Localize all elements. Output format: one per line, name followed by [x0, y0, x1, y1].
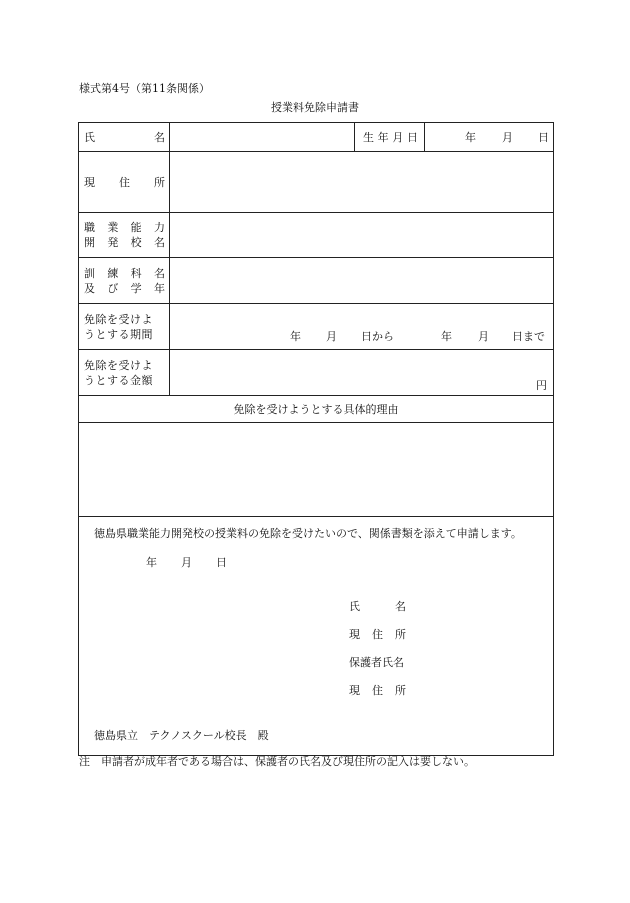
- guardian-name-label: 保護者氏名: [349, 656, 404, 669]
- application-form-table: [78, 122, 554, 756]
- addressee: 徳島県立 テクノスクール校長 殿: [94, 729, 269, 742]
- period-from-year: 年: [290, 330, 301, 343]
- birthdate-label-cell: [355, 123, 425, 152]
- applicant-address-label: 現 住 所: [349, 628, 406, 641]
- school-input-cell[interactable]: [170, 213, 554, 258]
- school-label-cell: [79, 213, 170, 258]
- amount-input-cell[interactable]: [170, 350, 554, 396]
- footnote: 注 申請者が成年者である場合は、保護者の氏名及び現住所の記入は要しない。: [79, 755, 475, 768]
- name-label: 氏 名: [84, 131, 165, 144]
- period-input-cell[interactable]: [170, 304, 554, 350]
- birthdate-input-cell[interactable]: [425, 123, 554, 152]
- address-input-cell[interactable]: [170, 152, 554, 213]
- birthdate-label: 生 年 月 日: [363, 131, 418, 144]
- birth-month-unit: 月: [502, 131, 513, 144]
- period-to-year: 年: [441, 330, 452, 343]
- applicant-name-label: 氏 名: [349, 600, 406, 613]
- name-label-cell: [79, 123, 170, 152]
- address-label-cell: [79, 152, 170, 213]
- birth-year-unit: 年: [465, 131, 476, 144]
- course-label-cell: [79, 258, 170, 304]
- document-title: 授業料免除申請書: [271, 101, 359, 114]
- form-code: 様式第4号（第11条関係）: [79, 82, 210, 95]
- period-label-cell: [79, 304, 170, 350]
- period-from-day: 日から: [361, 330, 394, 343]
- guardian-address-label: 現 住 所: [349, 684, 406, 697]
- declaration-month-unit: 月: [181, 556, 192, 569]
- period-label: 免除を受けよ うとする期間: [84, 312, 153, 341]
- school-label: 職 業 能 力 開 発 校 名: [84, 221, 165, 249]
- reason-heading: 免除を受けようとする具体的理由: [79, 396, 554, 423]
- address-label: 現 住 所: [84, 176, 165, 189]
- period-from-month: 月: [326, 330, 337, 343]
- declaration-statement: 徳島県職業能力開発校の授業料の免除を受けたいので、関係書類を添えて申請します。: [94, 527, 522, 540]
- yen-unit: 円: [536, 379, 547, 392]
- declaration-day-unit: 日: [216, 556, 227, 569]
- declaration-year-unit: 年: [146, 556, 157, 569]
- course-input-cell[interactable]: [170, 258, 554, 304]
- declaration-section: [79, 517, 554, 756]
- name-input-cell[interactable]: [170, 123, 355, 152]
- reason-input-area[interactable]: [79, 423, 554, 517]
- course-label: 訓 練 科 名 及 び 学 年: [84, 266, 165, 295]
- birth-day-unit: 日: [538, 131, 549, 144]
- period-to-day: 日まで: [512, 330, 545, 343]
- period-to-month: 月: [478, 330, 489, 343]
- amount-label: 免除を受けよ うとする金額: [84, 358, 153, 387]
- amount-label-cell: [79, 350, 170, 396]
